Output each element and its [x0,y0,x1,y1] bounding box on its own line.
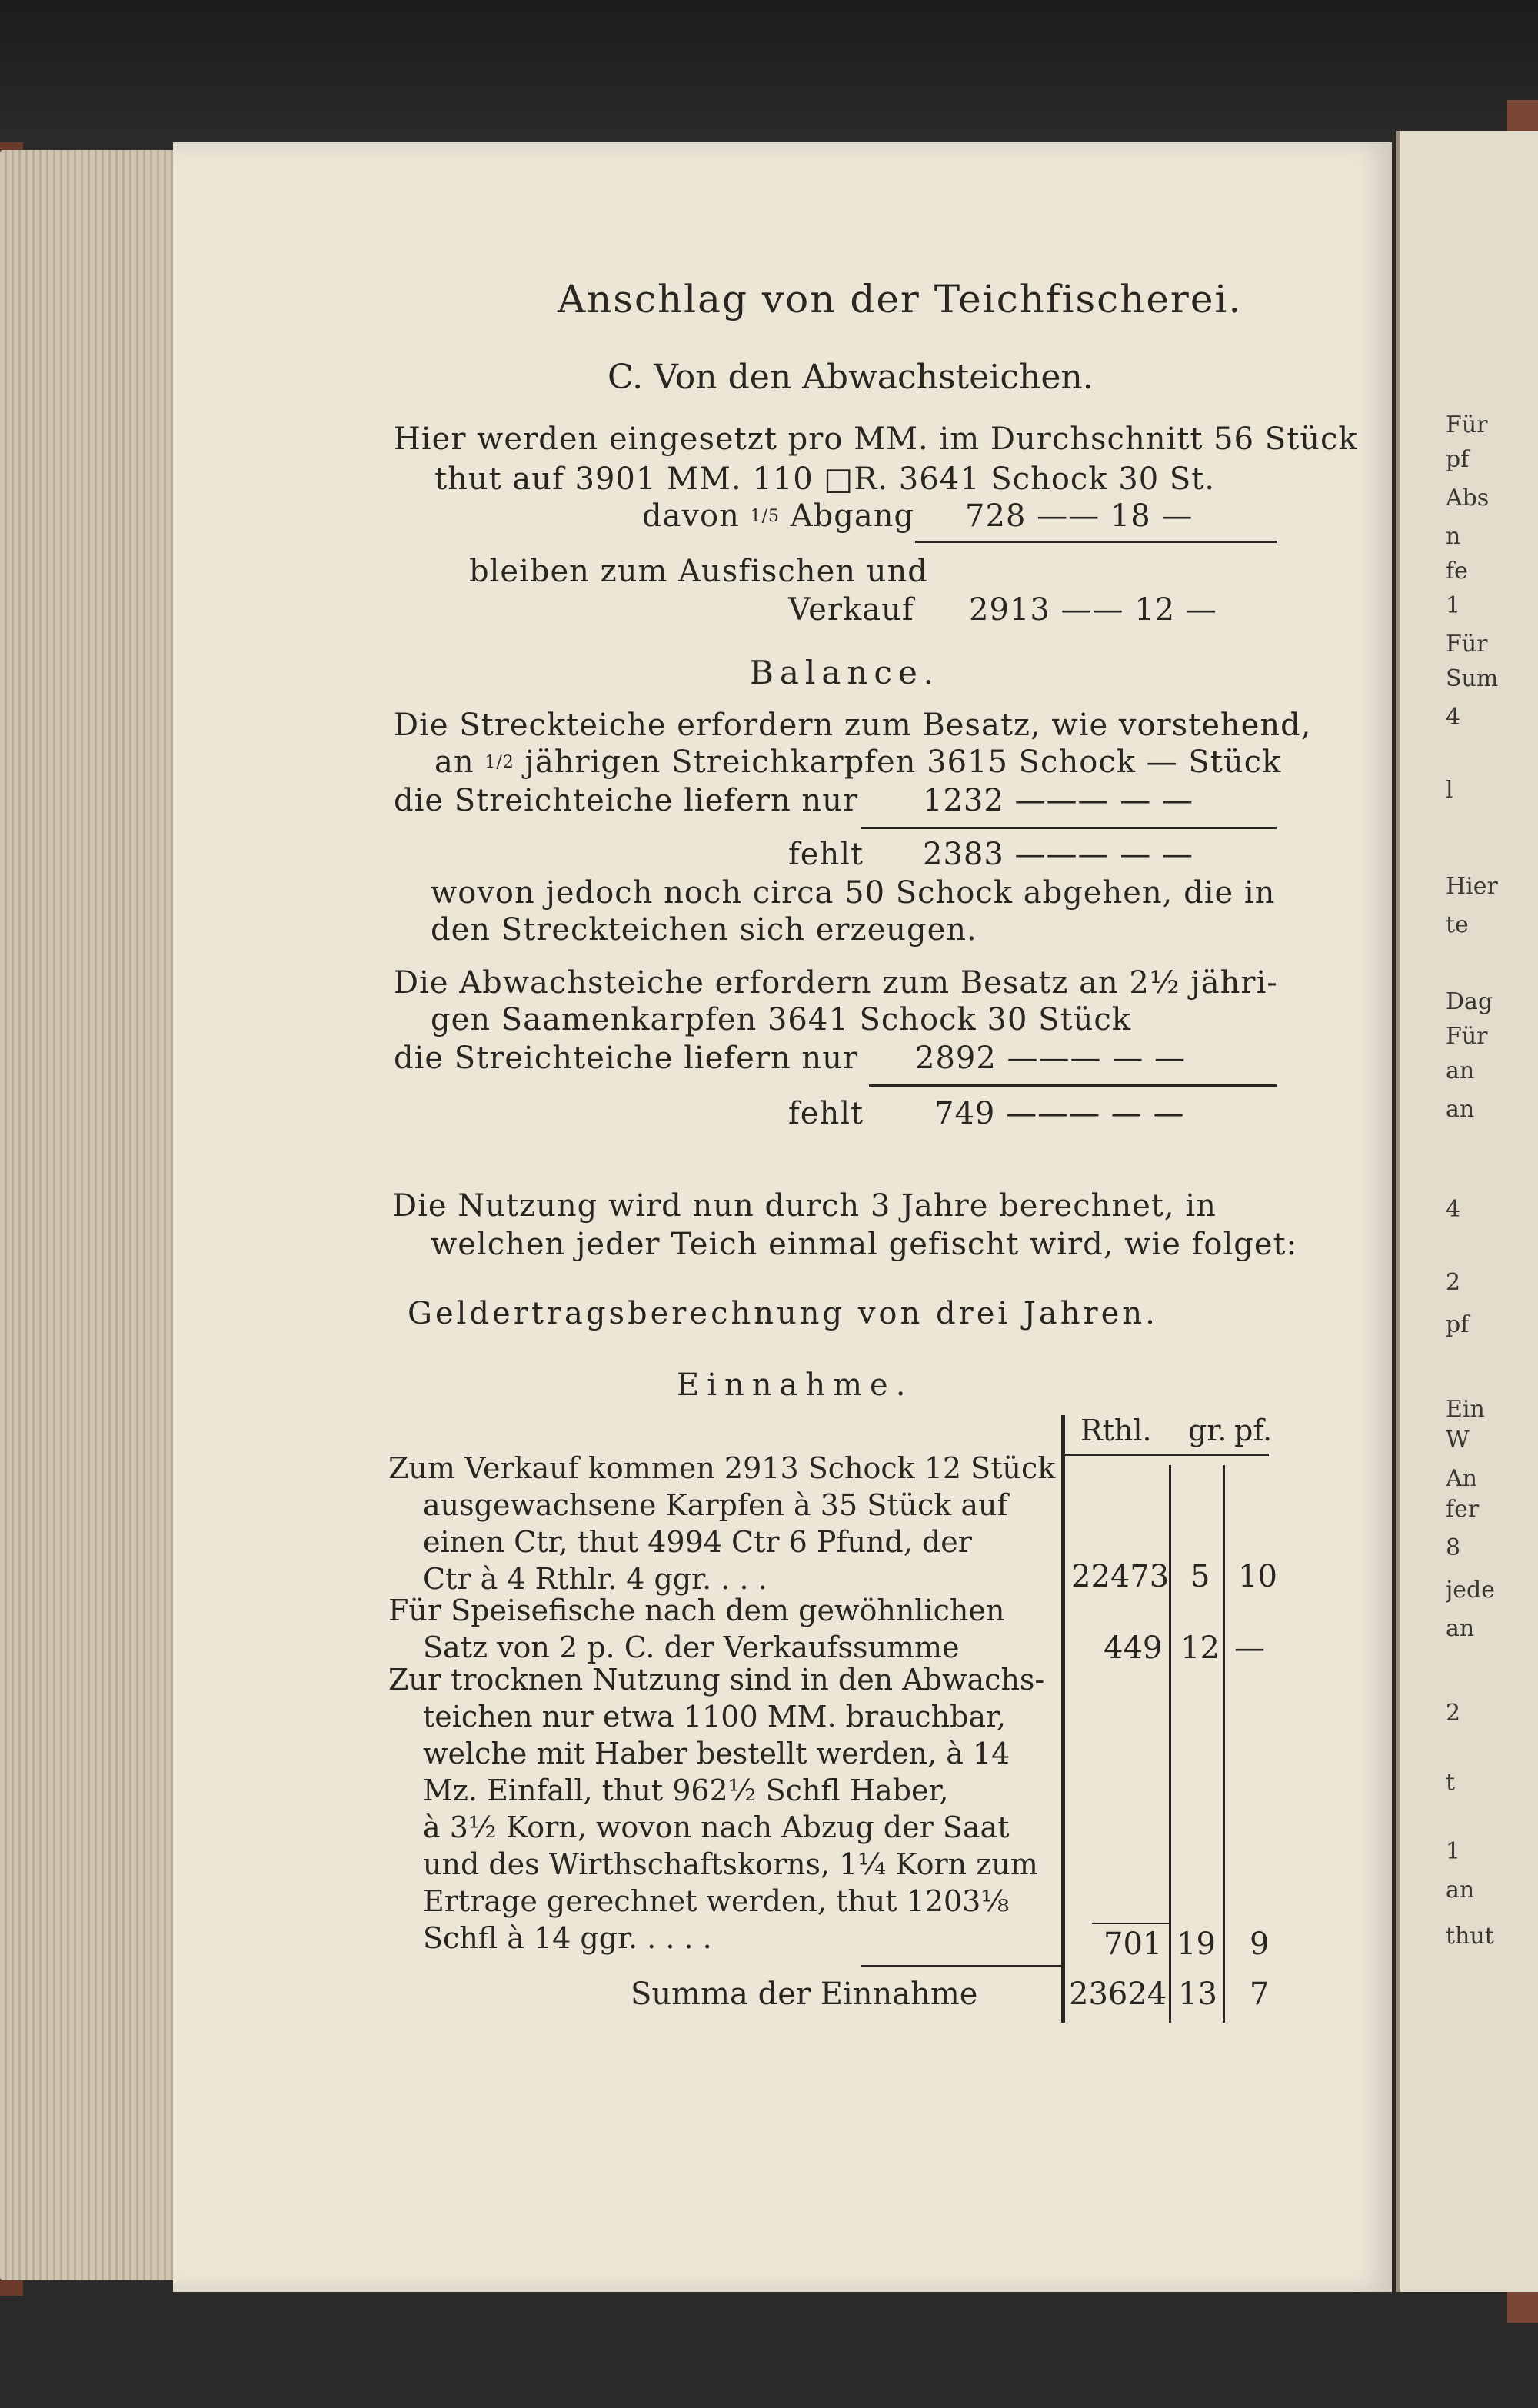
value-liefern-2: 2892 ——— — — [915,1041,1186,1076]
adjacent-page-fragment: 1 [1446,1838,1461,1865]
col-header-gr: gr. [1188,1414,1227,1447]
adjacent-page-fragment: Für [1446,631,1488,658]
sum-gr: 13 [1178,1977,1217,2012]
text-line: Verkauf [788,592,914,628]
text-line: Die Nutzung wird nun durch 3 Jahre berechnet, in [392,1188,1217,1224]
adjacent-page-fragment: Sum [1446,665,1499,692]
text-line: davon 1/5 Abgang [642,498,915,534]
item3-rthl: 701 [1104,1927,1163,1962]
text-line: an 1/2 jährigen Streichkarpfen 3615 Schock — Stück [434,744,1282,780]
item1-gr: 5 [1190,1559,1210,1594]
col-header-rthl: Rthl. [1080,1414,1152,1447]
adjacent-page-fragment: pf [1446,446,1470,473]
section-heading-c: C. Von den Abwachsteichen. [608,358,1094,397]
item3-gr: 19 [1177,1927,1216,1962]
adjacent-page-fragment: Für [1446,411,1488,438]
label-fehlt: fehlt [788,1096,864,1131]
adjacent-page-fragment: Ein [1446,1396,1485,1423]
sum-rthl: 23624 [1069,1977,1167,2012]
text-line: Hier werden eingesetzt pro MM. im Durchschnitt 56 Stück [394,421,1358,457]
adjacent-page-fragment: t [1446,1769,1456,1796]
adjacent-page-fragment: 4 [1446,704,1461,731]
text-line: bleiben zum Ausfischen und [469,554,928,589]
value-fehlt-2: 749 ——— — — [934,1096,1185,1131]
adjacent-page-fragment: an [1446,1096,1475,1123]
einnahme-item-3: Zur trocknen Nutzung sind in den Abwachs- teichen nur etwa 1100 MM. brauchbar, welche mit Haber bestellt werden, à 14 Mz. Einfall, thut 962½ Schfl Haber, à 3½ Korn, wovon nach Abzug der Saat und des Wirthschaftskorns, 1¼ Korn zum Ertrage gerechnet werden, thut 1203⅛ Schfl à 14 ggr. . . . . [388,1663,1045,1955]
col-header-pf: pf. [1234,1414,1273,1447]
adjacent-page-fragment: 2 [1446,1700,1461,1727]
divider [915,541,1277,543]
section-heading-einnahme: Einnahme. [677,1367,914,1403]
header-rule [1065,1454,1269,1456]
table-rule-col [1223,1465,1225,2023]
text-line: wovon jedoch noch circa 50 Schock abgehen, die in [431,875,1276,911]
value-verkauf: 2913 —— 12 — [969,592,1217,628]
value-liefern-1: 1232 ——— — — [923,783,1193,818]
page-title: Anschlag von der Teichfischerei. [558,277,1243,321]
value-abgang: 728 —— 18 — [965,498,1193,534]
sum-label: Summa der Einnahme [631,1977,978,2012]
adjacent-page-fragment: l [1446,777,1453,804]
table-rule-col [1169,1465,1171,2023]
item1-pf: 10 [1238,1559,1277,1594]
text-line: thut auf 3901 MM. 110 □R. 3641 Schock 30 St. [434,461,1216,497]
adjacent-page-fragment: fer [1446,1496,1480,1523]
adjacent-page-fragment: 2 [1446,1269,1461,1296]
table-rule-left [1061,1415,1065,2023]
divider [861,827,1277,829]
text-line: Die Streckteiche erfordern zum Besatz, wie vorstehend, [394,708,1312,743]
label-fehlt: fehlt [788,837,864,872]
adjacent-page-fragment: te [1446,911,1469,938]
adjacent-page-fragment: Dag [1446,988,1493,1015]
text-line: Die Abwachsteiche erfordern zum Besatz an 2½ jähri- [394,965,1278,1001]
einnahme-item-1: Zum Verkauf kommen 2913 Schock 12 Stück ausgewachsene Karpfen à 35 Stück auf einen Ctr, thut 4994 Ctr 6 Pfund, der Ctr à 4 Rthlr. 4 ggr. . . . [388,1451,1056,1596]
adjacent-page-fragment: n [1446,523,1461,550]
item2-gr: 12 [1180,1630,1220,1666]
adjacent-page-fragment: W [1446,1427,1470,1454]
adjacent-page-fragment: pf [1446,1311,1470,1338]
divider [869,1084,1277,1087]
value-fehlt-1: 2383 ——— — — [923,837,1193,872]
adjacent-page-fragment: Für [1446,1023,1488,1050]
section-heading-geldertrag: Geldertragsberechnung von drei Jahren. [408,1296,1158,1331]
section-heading-balance: Balance. [750,654,940,691]
background-top [0,0,1538,146]
item2-rthl: 449 [1104,1630,1163,1666]
adjacent-page-fragment: An [1446,1465,1477,1492]
text-line: den Streckteichen sich erzeugen. [431,912,977,948]
text-line: welchen jeder Teich einmal gefischt wird, wie folget: [431,1227,1298,1262]
adjacent-page-fragment: 1 [1446,592,1461,619]
adjacent-page-fragment: fe [1446,558,1468,585]
text-line: die Streichteiche liefern nur [394,1041,859,1076]
einnahme-item-2: Für Speisefische nach dem gewöhnlichen Satz von 2 p. C. der Verkaufssumme [388,1594,1005,1664]
page-edges [0,150,173,2280]
adjacent-page-fragment: Abs [1446,485,1490,511]
sum-pf: 7 [1250,1977,1270,2012]
divider [861,1965,1065,1967]
adjacent-page-fragment: Hier [1446,873,1498,900]
text-line: die Streichteiche liefern nur [394,783,859,818]
adjacent-page-fragment: thut [1446,1923,1494,1950]
adjacent-page-fragment: an [1446,1615,1475,1642]
adjacent-page-fragment: 8 [1446,1534,1461,1561]
item3-pf: 9 [1250,1927,1270,1962]
adjacent-page-fragment: jede [1446,1577,1496,1604]
adjacent-page-fragment: an [1446,1057,1475,1084]
text-line: gen Saamenkarpfen 3641 Schock 30 Stück [431,1002,1131,1037]
adjacent-page-fragment: an [1446,1877,1475,1903]
item1-rthl: 22473 [1071,1559,1170,1594]
item2-pf: — [1234,1630,1265,1666]
divider [1092,1923,1169,1924]
adjacent-page-fragment: 4 [1446,1196,1461,1223]
